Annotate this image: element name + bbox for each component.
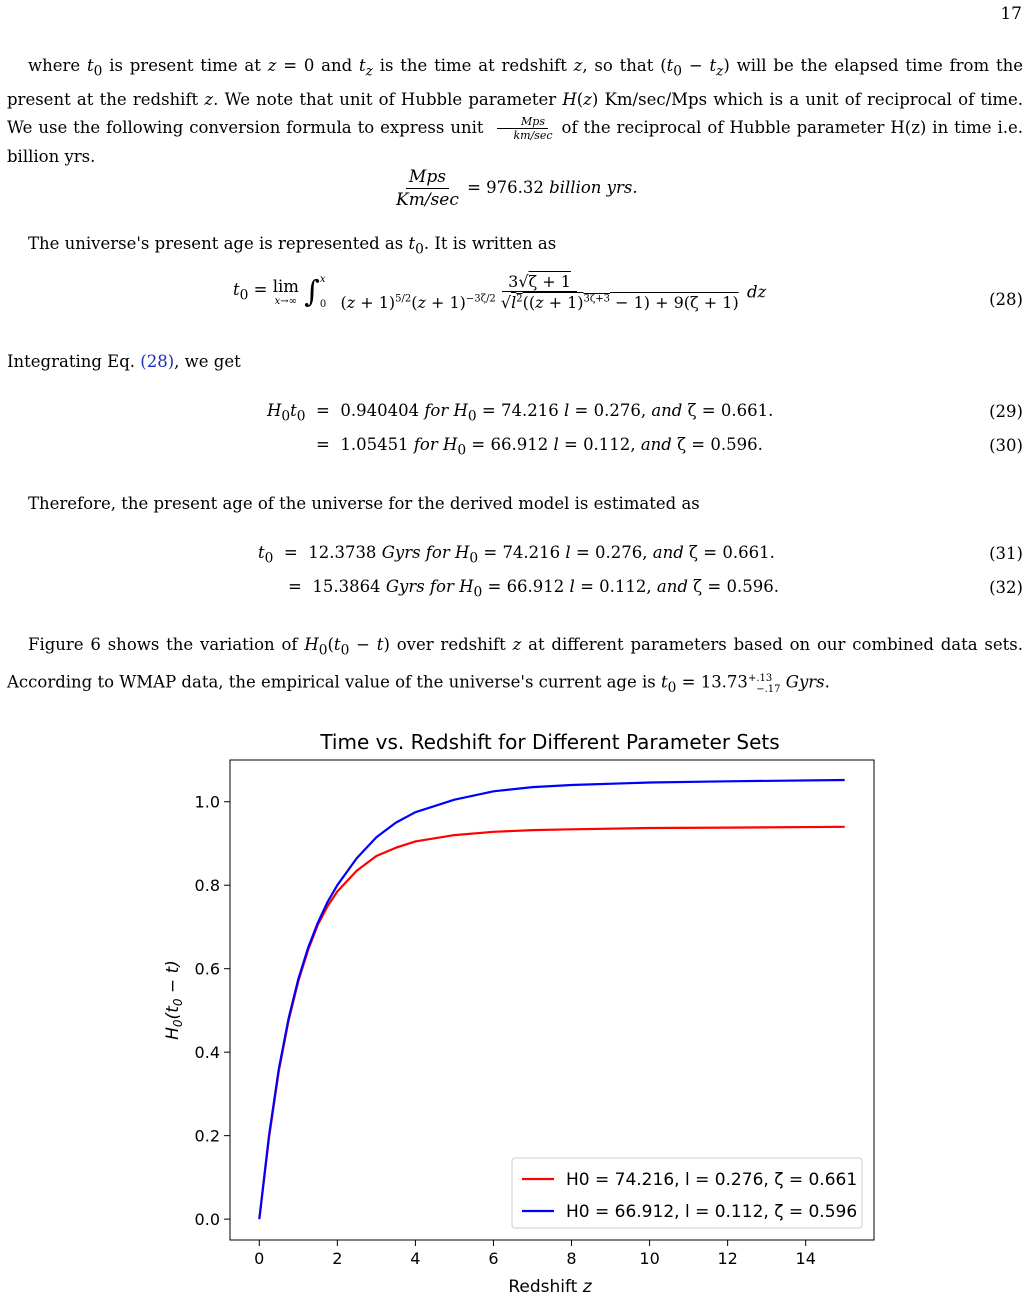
equation-ref-link[interactable]: (28) (140, 352, 175, 371)
paragraph-figure-description: Figure 6 shows the variation of $H_0(t_0 - t)$ over redshift z at different parameters based on our combined data sets. According to WMAP data, the empirical value of the universe's current age is $t_0 = 13.73^{+.13}_{-.17}$ Gyrs. (7, 635, 1023, 696)
x-tick-label: 8 (566, 1249, 577, 1268)
paragraph-integrating: Integrating Eq. (28), we get (7, 352, 241, 371)
figure-time-vs-redshift (150, 722, 890, 1300)
equation-32: = 15.3864 Gyrs for $H_0 = 66.912$ l = 0.112, and ζ = 0.596. (288, 577, 779, 601)
legend-label-1: H0 = 74.216, l = 0.276, ζ = 0.661 (566, 1170, 858, 1190)
unit-fraction: $\frac{\text{Mps}}{km/\sec}$ (489, 116, 555, 141)
y-tick-label: 0.4 (194, 1043, 220, 1063)
series-line-2 (259, 780, 844, 1219)
y-tick-label: 0.6 (194, 959, 220, 979)
y-tick-label: 1.0 (194, 792, 220, 812)
equation-number-32: (32) (989, 578, 1023, 597)
x-tick-label: 2 (332, 1249, 343, 1268)
equation-31: $t_0 = 12.3738$ Gyrs for $H_0 = 74.216$ l = 0.276, and ζ = 0.661. (258, 543, 775, 567)
chart-title: Time vs. Redshift for Different Parameter Sets (320, 730, 780, 754)
x-tick-label: 12 (717, 1249, 738, 1268)
y-tick-label: 0.0 (194, 1210, 220, 1230)
x-axis (254, 1240, 816, 1268)
x-tick-label: 6 (488, 1249, 499, 1268)
y-axis-label: $H_0(t_0 - t)$ (163, 960, 185, 1040)
chart-svg (150, 722, 890, 1300)
y-tick-label: 0.2 (194, 1126, 220, 1146)
legend (512, 1158, 862, 1228)
legend-label-2: H0 = 66.912, l = 0.112, ζ = 0.596 (566, 1202, 858, 1222)
equation-number-30: (30) (989, 436, 1023, 455)
paragraph-therefore: Therefore, the present age of the universe for the derived model is estimated as (28, 494, 700, 513)
equation-number-29: (29) (989, 402, 1023, 421)
paragraph-elapsed-time: where $t_0$ is present time at z = 0 and $t_z$ is the time at redshift z, so that $(t_0 - t_z)$ will be the elapsed time from the present at the redshift z. We note that unit of Hubble parameter H(z) Km/sec/Mps which is a unit of reciprocal of time. We use the following conversion formula to express unit $\frac{\text{Mps}}{km/\sec}$ of the reciprocal of Hubble parameter H(z) in time i.e. billion yrs. (7, 56, 1024, 166)
equation-number-31: (31) (989, 544, 1023, 563)
conversion-formula: $\frac{\text{Mps}}{Km/\sec}$ = 976.32 billion yrs. (396, 167, 638, 210)
equation-28: $t_0$ = lim x→∞ ∫ x 0 $\frac{3√\zeta + 1}{(z + 1)^{5/2}(z + 1)^{-3\zeta/2} √l^2((z + 1)^{3\zeta+3} - 1) + 9(\zeta + 1)}$ dz (233, 272, 767, 312)
x-tick-label: 10 (639, 1249, 660, 1268)
y-axis (195, 793, 230, 1229)
page-number: 17 (1000, 4, 1022, 24)
x-tick-label: 4 (410, 1249, 421, 1268)
equation-29: $H_0t_0 = 0.940404$ for $H_0 = 74.216$ l = 0.276, and ζ = 0.661. (267, 401, 774, 425)
equation-number-28: (28) (989, 290, 1023, 309)
x-tick-label: 14 (795, 1249, 816, 1268)
x-axis-label: Redshift z (508, 1277, 592, 1297)
equation-30: = 1.05451 for $H_0 = 66.912$ l = 0.112, and ζ = 0.596. (316, 435, 763, 459)
x-tick-label: 0 (254, 1249, 265, 1268)
paragraph-present-age: The universe's present age is represented as $t_0$. It is written as (28, 234, 557, 258)
y-tick-label: 0.8 (194, 876, 220, 896)
series-lines (259, 780, 844, 1219)
